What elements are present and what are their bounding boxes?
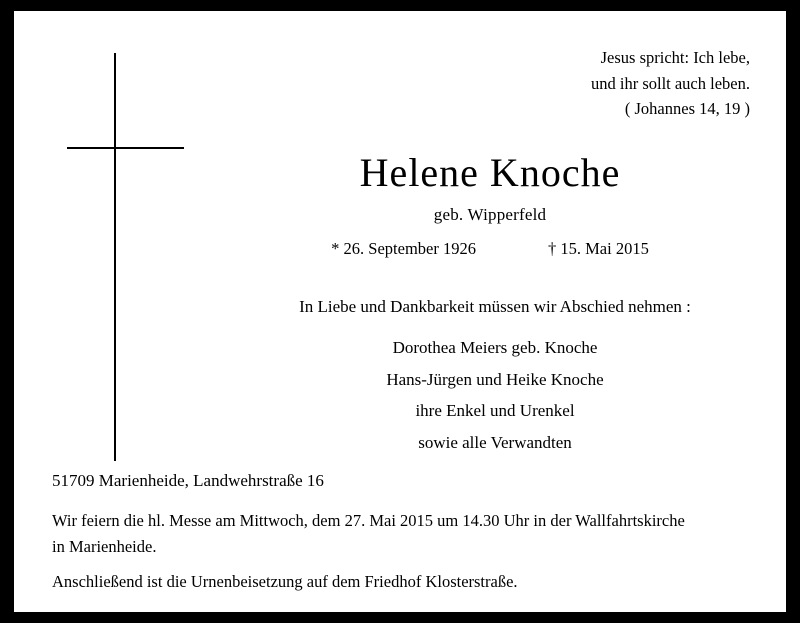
list-item: ihre Enkel und Urenkel: [415, 401, 575, 421]
scripture-line-1: Jesus spricht: Ich lebe,: [600, 48, 750, 67]
obituary-card: [14, 11, 786, 612]
mourning-text: [214, 291, 776, 458]
scripture-line-2: und ihr sollt auch leben.: [590, 73, 750, 93]
birth-date: * 26. September 1926: [331, 239, 476, 258]
list-item: Dorothea Meiers geb. Knoche: [392, 338, 598, 358]
scripture-quote: [591, 45, 750, 122]
service-line-2: in Marienheide.: [52, 536, 157, 556]
address-line: 51709 Marienheide, Landwehrstraße 16: [52, 471, 324, 490]
footer-details: [52, 468, 766, 595]
christian-cross-icon: [84, 41, 204, 461]
cross-horizontal-bar: [67, 147, 184, 149]
burial-info: Anschließend ist die Urnenbeisetzung auf dem Friedhof Klosterstraße.: [52, 572, 518, 592]
deceased-name-block: [214, 151, 766, 259]
list-item: sowie alle Verwandten: [418, 432, 572, 452]
maiden-name: geb. Wipperfeld: [433, 205, 547, 224]
cross-vertical-bar: [114, 53, 116, 461]
service-info: [52, 508, 766, 559]
scripture-reference: ( Johannes 14, 19 ): [624, 99, 750, 119]
service-line-1: Wir feiern die hl. Messe am Mittwoch, dem 27. Mai 2015 um 14.30 Uhr in der Wallfahrtskirche: [52, 511, 685, 531]
death-date: † 15. Mai 2015: [547, 239, 649, 258]
life-dates: [214, 239, 766, 259]
list-item: Hans-Jürgen und Heike Knoche: [386, 369, 604, 389]
mourning-intro: In Liebe und Dankbarkeit müssen wir Abschied nehmen :: [299, 297, 691, 316]
page-title: Helene Knoche: [359, 150, 621, 195]
